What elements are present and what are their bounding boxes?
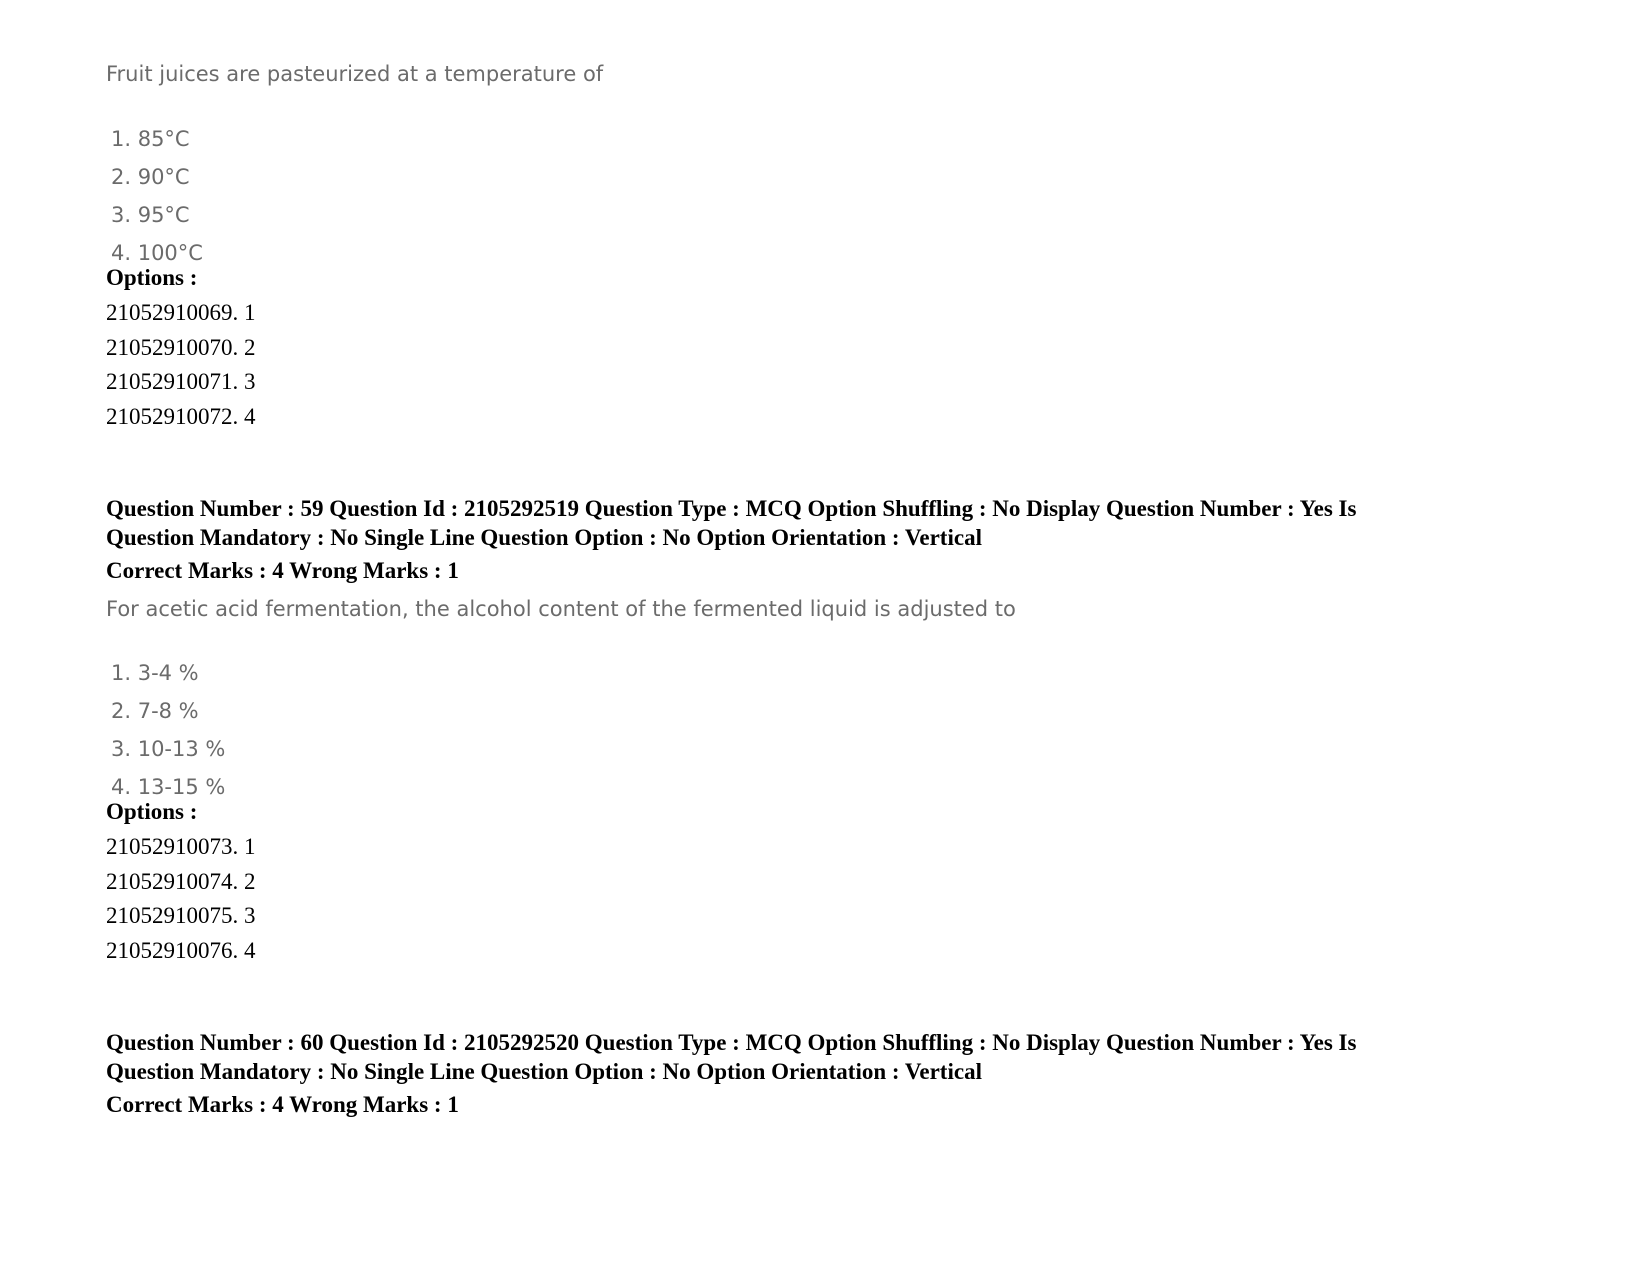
question-meta (106, 494, 1526, 552)
option-id-item: 21052910069. 1 (106, 300, 256, 325)
choice-item: 3. 95°C (111, 203, 190, 227)
question-meta-line: Question Number : 59 Question Id : 2105292519 Question Type : MCQ Option Shuffling : No Display Question Number : Yes Is (106, 496, 1357, 521)
question-stem: For acetic acid fermentation, the alcohol content of the fermented liquid is adjusted to (106, 597, 1016, 621)
options-label: Options : (106, 799, 198, 824)
question-meta-line: Question Mandatory : No Single Line Question Option : No Option Orientation : Vertical (106, 1059, 982, 1084)
question-meta-line: Question Number : 60 Question Id : 2105292520 Question Type : MCQ Option Shuffling : No Display Question Number : Yes Is (106, 1030, 1357, 1055)
option-id-item: 21052910075. 3 (106, 903, 256, 928)
choice-item: 3. 10-13 % (111, 737, 226, 761)
option-id-list (106, 296, 256, 434)
question-meta (106, 1028, 1526, 1086)
question-marks: Correct Marks : 4 Wrong Marks : 1 (106, 558, 459, 583)
option-id-item: 21052910071. 3 (106, 369, 256, 394)
choice-item: 2. 7-8 % (111, 699, 199, 723)
question-stem: Fruit juices are pasteurized at a temperature of (106, 62, 604, 86)
options-label: Options : (106, 265, 198, 290)
question-marks: Correct Marks : 4 Wrong Marks : 1 (106, 1092, 459, 1117)
choice-item: 4. 100°C (111, 241, 203, 265)
option-id-item: 21052910074. 2 (106, 868, 256, 894)
choice-item: 2. 90°C (111, 165, 190, 189)
option-id-list (106, 830, 256, 968)
choice-item: 4. 13-15 % (111, 775, 226, 799)
option-id-item: 21052910072. 4 (106, 403, 256, 429)
choice-item: 1. 85°C (111, 127, 190, 151)
option-id-item: 21052910073. 1 (106, 834, 256, 859)
option-id-item: 21052910076. 4 (106, 937, 256, 963)
option-id-item: 21052910070. 2 (106, 334, 256, 360)
question-meta-line: Question Mandatory : No Single Line Question Option : No Option Orientation : Vertical (106, 525, 982, 550)
choice-item: 1. 3-4 % (111, 661, 199, 685)
choice-list (111, 120, 203, 272)
choice-list (111, 654, 225, 806)
